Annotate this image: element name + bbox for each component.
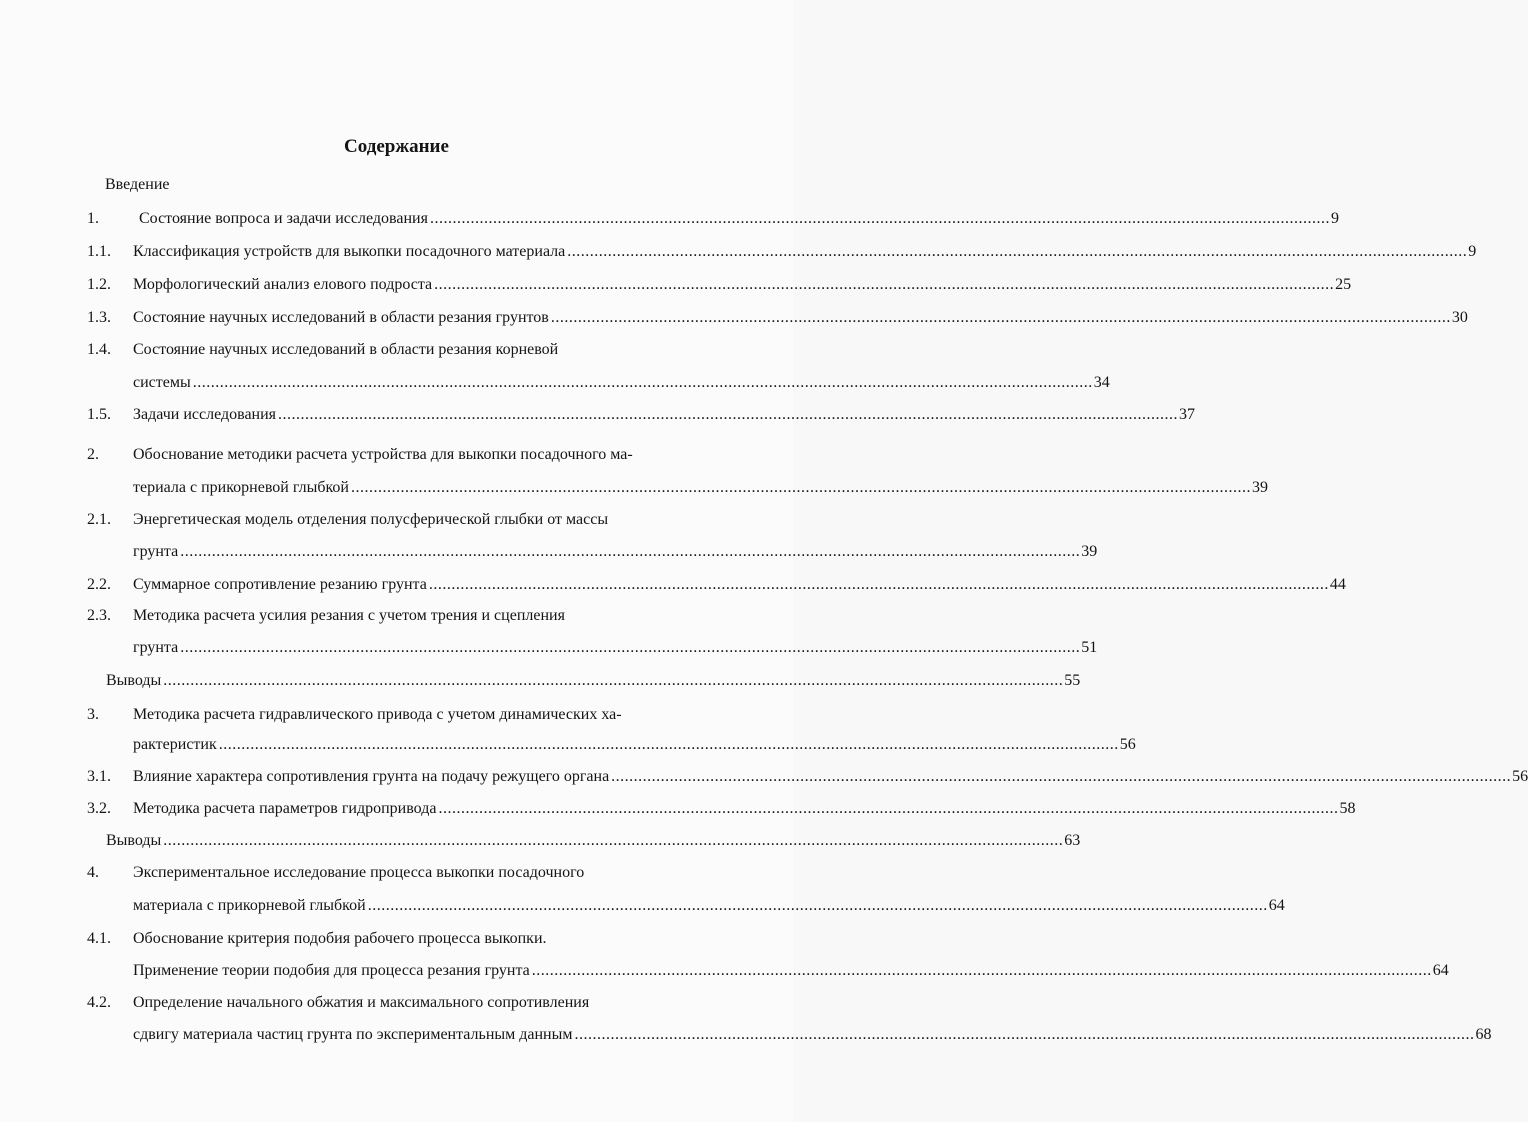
toc-leader-line — [133, 800, 1356, 822]
dot-leader: ........................................................................................................................................................................................................ — [428, 576, 1329, 593]
toc-page-number: 55 — [1064, 672, 1081, 689]
toc-entry-title: Применение теории подобия для процесса резания грунта — [133, 962, 530, 979]
toc-entry-number: 1.1. — [87, 243, 111, 260]
toc-entry-number: 1.3. — [87, 309, 111, 326]
toc-page-number: 51 — [1081, 639, 1098, 656]
toc-leader-line — [133, 479, 1268, 501]
toc-page-number: 44 — [1329, 576, 1346, 593]
toc-entry-title: Задачи исследования — [133, 406, 277, 423]
toc-entry-title: Классификация устройств для выкопки посадочного материала — [133, 243, 566, 260]
toc-entry-title: Определение начального обжатия и максимального сопротивления — [133, 994, 590, 1011]
toc-leader-line — [133, 897, 1285, 919]
toc-leader-line — [106, 832, 1081, 854]
dot-leader: ........................................................................................................................................................................................................ — [567, 243, 1468, 260]
toc-entry-title: Состояние вопроса и задачи исследования — [139, 210, 428, 227]
toc-entry-title: материала с прикорневой глыбкой — [133, 897, 366, 914]
toc-page-number: 64 — [1268, 897, 1285, 914]
toc-leader-line — [133, 736, 1136, 758]
toc-entry-number: 4.1. — [87, 930, 111, 947]
toc-entry-title: Обоснование критерия подобия рабочего процесса выкопки. — [133, 930, 547, 947]
dot-leader: ........................................................................................................................................................................................................ — [351, 479, 1251, 496]
toc-entry-number: 1. — [87, 210, 99, 227]
toc-page-number: 39 — [1252, 479, 1268, 496]
toc-leader-line — [139, 210, 1339, 232]
toc-entry-number: 2.2. — [87, 576, 111, 593]
toc-entry-title: Состояние научных исследований в области резания корневой — [133, 341, 559, 358]
toc-entry-number: 1.2. — [87, 276, 111, 293]
toc-page-number: 39 — [1081, 543, 1098, 560]
toc-leader-line — [133, 406, 1196, 428]
dot-leader: ........................................................................................................................................................................................................ — [180, 639, 1081, 656]
dot-leader: ........................................................................................................................................................................................................ — [163, 672, 1064, 689]
toc-leader-line — [133, 309, 1468, 331]
dot-leader: ........................................................................................................................................................................................................ — [180, 543, 1081, 560]
toc-entry-number: 4.2. — [87, 994, 111, 1011]
toc-entry-title: грунта — [133, 639, 179, 656]
toc-entry-title: Влияние характера сопротивления грунта на подачу режущего органа — [133, 768, 610, 785]
toc-leader-line — [133, 1026, 1492, 1048]
toc-entry-title: Обоснование методики расчета устройства для выкопки посадочного ма- — [133, 446, 633, 463]
toc-page-number: 63 — [1064, 832, 1081, 849]
toc-entry-number: 1.4. — [87, 341, 111, 358]
toc-leader-line — [106, 672, 1081, 694]
toc-entry-title: Морфологический анализ елового подроста — [133, 276, 433, 293]
toc-leader-line — [133, 639, 1098, 661]
toc-leader-line — [133, 543, 1098, 565]
dot-leader: ........................................................................................................................................................................................................ — [429, 210, 1330, 227]
toc-page-number: 9 — [1468, 243, 1477, 260]
toc-page-number: 58 — [1339, 800, 1356, 817]
toc-leader-line — [133, 962, 1449, 984]
dot-leader: ........................................................................................................................................................................................................ — [278, 406, 1179, 423]
toc-page-number: 64 — [1432, 962, 1449, 979]
toc-page-number: 25 — [1335, 276, 1352, 293]
toc-entry-title: грунта — [133, 543, 179, 560]
toc-entry-title: Экспериментальное исследование процесса выкопки посадочного — [133, 864, 585, 881]
toc-entry-number: 4. — [87, 864, 99, 881]
dot-leader: ........................................................................................................................................................................................................ — [218, 736, 1119, 753]
dot-leader: ........................................................................................................................................................................................................ — [611, 768, 1512, 785]
dot-leader: ........................................................................................................................................................................................................ — [163, 832, 1064, 849]
toc-entry-title: Энергетическая модель отделения полусферической глыбки от массы — [133, 511, 609, 528]
toc-leader-line — [133, 276, 1352, 298]
toc-page-number: 68 — [1475, 1026, 1492, 1043]
toc-page-number: 9 — [1330, 210, 1339, 227]
toc-entry-number: 1.5. — [87, 406, 111, 423]
toc-entry-title: териала с прикорневой глыбкой — [133, 479, 349, 496]
toc-entry-title: Методика расчета гидравлического привода с учетом динамических ха- — [133, 706, 622, 723]
toc-entry-number: 3.1. — [87, 768, 111, 785]
toc-leader-line — [133, 243, 1477, 265]
toc-entry-title: Выводы — [106, 672, 162, 689]
toc-entry-title: системы — [133, 374, 191, 391]
dot-leader: ........................................................................................................................................................................................................ — [531, 962, 1432, 979]
toc-entry-title: рактеристик — [133, 736, 217, 753]
toc-page-number: 56 — [1512, 768, 1528, 785]
dot-leader: ........................................................................................................................................................................................................ — [367, 897, 1268, 914]
toc-entry-title: Выводы — [106, 832, 162, 849]
dot-leader: ........................................................................................................................................................................................................ — [192, 374, 1093, 391]
toc-page-number: 37 — [1179, 406, 1196, 423]
dot-leader: ........................................................................................................................................................................................................ — [550, 309, 1451, 326]
toc-page-number: 30 — [1451, 309, 1468, 326]
toc-entry-number: 3. — [87, 706, 99, 723]
toc-entry-number: 2.3. — [87, 607, 111, 624]
dot-leader: ........................................................................................................................................................................................................ — [438, 800, 1339, 817]
toc-entry-number: 2. — [87, 446, 99, 463]
toc-entry-number: 2.1. — [87, 511, 111, 528]
toc-leader-line — [133, 768, 1528, 790]
toc-leader-line — [133, 374, 1110, 396]
toc-entry-title: Суммарное сопротивление резанию грунта — [133, 576, 427, 593]
toc-entry-number: 3.2. — [87, 800, 111, 817]
toc-intro: Введение — [105, 176, 170, 193]
toc-entry-title: Состояние научных исследований в области резания грунтов — [133, 309, 549, 326]
toc-page-number: 56 — [1119, 736, 1136, 753]
toc-entry-title: сдвигу материала частиц грунта по экспериментальным данным — [133, 1026, 573, 1043]
dot-leader: ........................................................................................................................................................................................................ — [574, 1026, 1475, 1043]
toc-entry-title: Методика расчета параметров гидропривода — [133, 800, 437, 817]
toc-page-number: 34 — [1093, 374, 1110, 391]
toc-leader-line — [133, 576, 1346, 598]
dot-leader: ........................................................................................................................................................................................................ — [434, 276, 1335, 293]
toc-entry-title: Методика расчета усилия резания с учетом трения и сцепления — [133, 607, 565, 624]
page-title: Содержание — [344, 136, 449, 157]
